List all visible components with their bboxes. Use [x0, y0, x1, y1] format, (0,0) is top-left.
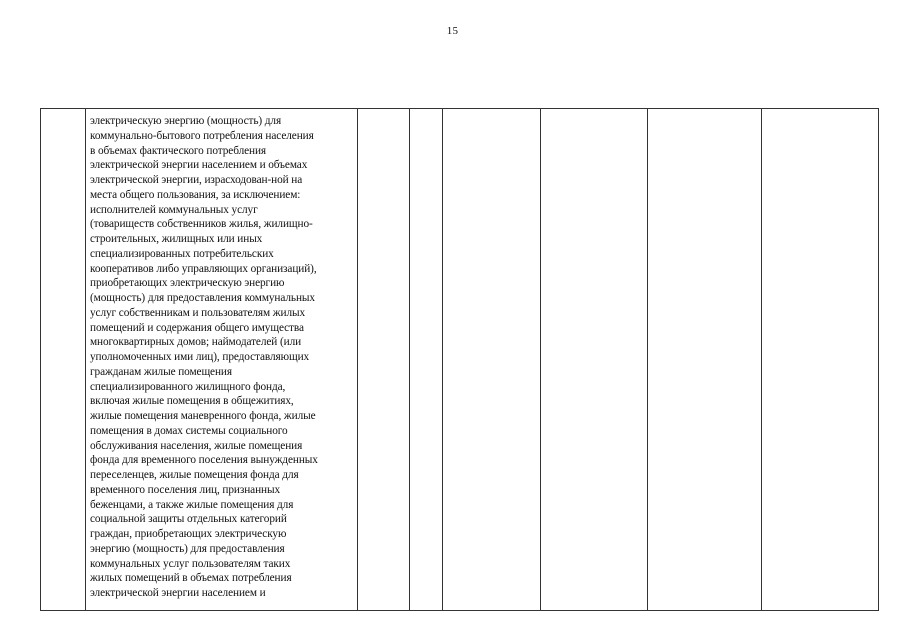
- page-number: 15: [446, 25, 459, 37]
- cell-description: электрическую энергию (мощность) для коммунально-бытового потребления населения в объемах фактического потребления электрической энергии населением и объемах электрической энергии, израсходован-ной на места общего пользования, за исключением: исполнителей коммунальных услуг (товариществ собственников жилья, жилищно- строительных, жилищных или иных специализированных потребительских кооперативов либо управляющих организаций), приобретающих электрическую энергию (мощность) для предоставления коммунальных услуг собственникам и пользователям жилых помещений и содержания общего имущества многоквартирных домов; наймодателей (или уполномоченных ими лиц), предоставляющих гражданам жилые помещения специализированного жилищного фонда, включая жилые помещения в общежитиях, жилые помещения маневренного фонда, жилые помещения в домах системы социального обслуживания населения, жилые помещения фонда для временного поселения вынужденных переселенцев, жилые помещения фонда для временного поселения лиц, признанных беженцами, а также жилые помещения для социальной защиты отдельных категорий граждан, приобретающих электрическую энергию (мощность) для предоставления коммунальных услуг пользователям таких жилых помещений в объемах потребления электрической энергии населением и: [86, 109, 358, 611]
- cell-row-number: [41, 109, 86, 611]
- cell-value-3: [648, 109, 762, 611]
- cell-value-2: [541, 109, 648, 611]
- cell-value-1: [443, 109, 541, 611]
- cell-unit: [358, 109, 410, 611]
- tariff-table: [40, 108, 879, 611]
- table-row: [41, 109, 879, 611]
- cell-value-4: [762, 109, 879, 611]
- cell-narrow: [410, 109, 443, 611]
